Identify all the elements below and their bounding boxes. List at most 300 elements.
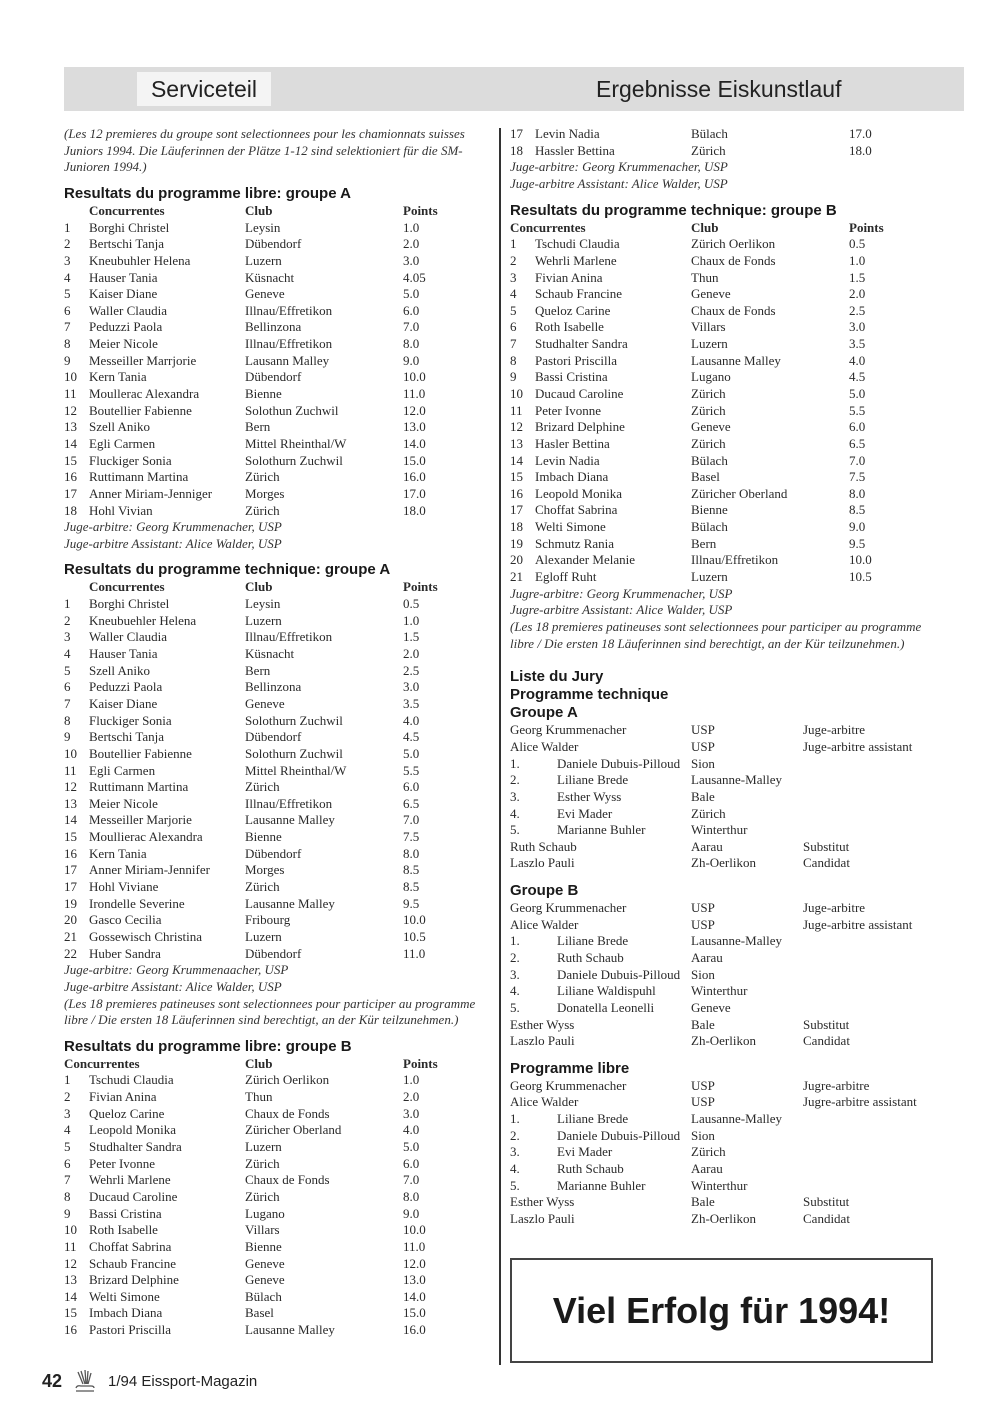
- points-cell: 4.5: [849, 369, 866, 385]
- club-cell: Illnau/Effretikon: [245, 629, 333, 645]
- table-row: [64, 1189, 494, 1206]
- club-cell: Bülach: [691, 452, 728, 468]
- table-row: [64, 319, 494, 336]
- table-row: [64, 812, 494, 829]
- table-row: [64, 403, 494, 420]
- judge-club: Lausanne-Malley: [691, 1111, 782, 1127]
- table-row: [64, 729, 494, 746]
- club-cell: Luzern: [245, 252, 282, 268]
- points-cell: 14.0: [403, 1288, 426, 1304]
- judge-name: Ruth Schaub: [557, 950, 624, 965]
- name-header: Concurrentes: [89, 202, 165, 218]
- magazine-issue: 1/94 Eissport-Magazin: [108, 1372, 258, 1390]
- rank-cell: 17: [64, 485, 77, 501]
- table-row: [64, 353, 494, 370]
- judge-line: Juge-arbitre: Georg Krummenaacher, USP: [64, 962, 289, 978]
- points-cell: 12.0: [403, 402, 426, 418]
- jury-row: [510, 1144, 940, 1161]
- name-cell: Szell Aniko: [89, 662, 151, 678]
- points-cell: 14.0: [403, 435, 426, 451]
- rank-cell: 8: [64, 336, 71, 352]
- rank-cell: 10: [64, 1222, 77, 1238]
- name-cell: Wehrli Marlene: [89, 1172, 171, 1188]
- points-cell: 5.0: [849, 386, 866, 401]
- points-cell: 10.5: [403, 928, 426, 944]
- points-cell: 6.5: [849, 435, 866, 451]
- jury-name: Georg Krummenacher: [510, 1077, 627, 1093]
- club-cell: Küsnacht: [245, 646, 295, 662]
- table-row: [64, 596, 494, 613]
- club-cell: Zürich: [691, 435, 726, 451]
- club-cell: Bienne: [245, 1238, 282, 1254]
- rank-cell: 2: [64, 236, 71, 252]
- club-cell: Züricher Oberland: [245, 1122, 342, 1138]
- rank-cell: 3: [64, 629, 71, 645]
- intro-note: (Les 12 premieres du groupe sont selectionnees pour les chamionnats suisses Juniors 1994. Die Läuferinnen der Plätze 1-12 sind selektioniert für die SM-Junioren 1994.): [64, 126, 465, 175]
- club-cell: Solothun Zuchwil: [245, 402, 339, 418]
- table-row: [64, 912, 494, 929]
- club-cell: Bellinzona: [245, 679, 302, 695]
- club-cell: Mittel Rheinthal/W: [245, 762, 347, 778]
- name-cell: Moullierac Alexandra: [89, 829, 203, 845]
- club-cell: Zürich Oerlikon: [245, 1072, 330, 1088]
- judge-number: 3.: [510, 788, 520, 804]
- rank-cell: 20: [510, 552, 523, 568]
- club-cell: Chaux de Fonds: [691, 252, 776, 268]
- jury-row: [510, 917, 940, 934]
- name-cell: Kern Tania: [89, 845, 147, 861]
- points-cell: 13.0: [403, 419, 426, 435]
- table-row: [64, 286, 494, 303]
- name-cell: Peduzzi Paola: [89, 679, 163, 695]
- table-row: [510, 336, 940, 353]
- judge-line: Jugre-arbitre: Georg Krummenacher, USP: [510, 585, 733, 601]
- table-row: [64, 253, 494, 270]
- rank-cell: 12: [64, 1255, 77, 1271]
- jury-role: Juge-arbitre: [803, 900, 866, 916]
- table-row: [510, 303, 940, 320]
- club-cell: Bienne: [245, 829, 282, 845]
- jury-club: USP: [691, 738, 715, 754]
- rank-cell: 16: [64, 469, 77, 485]
- jury-row: [510, 1194, 940, 1211]
- name-cell: Ruttimann Martina: [89, 469, 189, 485]
- table-row: [64, 1322, 494, 1339]
- name-cell: Moullerac Alexandra: [89, 386, 200, 402]
- name-cell: Alexander Melanie: [535, 552, 635, 568]
- points-cell: 3.5: [403, 695, 420, 711]
- club-cell: Zürich: [245, 502, 280, 518]
- points-cell: 5.0: [403, 1139, 420, 1155]
- rank-cell: 5: [510, 302, 517, 318]
- name-cell: Tschudi Claudia: [89, 1072, 174, 1088]
- table-row: [64, 613, 494, 630]
- judge-number: 5.: [510, 999, 520, 1015]
- club-cell: Fribourg: [245, 912, 291, 928]
- rank-cell: 9: [64, 729, 71, 745]
- points-cell: 9.0: [403, 1205, 420, 1221]
- table-row: [64, 713, 494, 730]
- rank-cell: 4: [510, 286, 517, 302]
- assistant-line: Juge-arbitre Assistant: Alice Walder, USP: [510, 175, 728, 191]
- rank-cell: 8: [64, 712, 71, 728]
- club-cell: Bern: [245, 419, 271, 435]
- judge-number: 1.: [510, 755, 520, 771]
- points-cell: 8.0: [403, 336, 420, 352]
- judge-club: Geneve: [691, 999, 731, 1015]
- table-row: [510, 502, 940, 519]
- judge-line: Juge-arbitre: Georg Krummenacher, USP: [510, 159, 728, 175]
- name-cell: Messeiller Marjorie: [89, 812, 192, 828]
- name-cell: Queloz Carine: [89, 1105, 165, 1121]
- points-cell: 18.0: [849, 142, 872, 158]
- column-divider: [499, 128, 501, 1365]
- table-row: [64, 303, 494, 320]
- table-row: [64, 779, 494, 796]
- club-cell: Solothurn Zuchwil: [245, 712, 343, 728]
- club-cell: Dübendorf: [245, 236, 302, 252]
- club-cell: Bülach: [245, 1288, 282, 1304]
- table-row: [64, 896, 494, 913]
- jury-role: Substitut: [803, 1016, 850, 1032]
- judge-number: 2.: [510, 1127, 520, 1143]
- jury-row: [510, 1078, 940, 1095]
- rank-cell: 5: [64, 286, 71, 302]
- judge-number: 1.: [510, 1111, 520, 1127]
- name-cell: Welti Simone: [89, 1288, 160, 1304]
- rank-cell: 5: [64, 1139, 71, 1155]
- judge-name: Daniele Dubuis-Pilloud: [557, 1127, 681, 1143]
- name-cell: Levin Nadia: [535, 126, 600, 141]
- name-cell: Levin Nadia: [535, 452, 600, 468]
- points-cell: 9.5: [403, 895, 420, 911]
- jury-row: [510, 1094, 940, 1111]
- rank-cell: 19: [64, 895, 77, 911]
- points-cell: 10.5: [849, 569, 872, 585]
- jury-row: [510, 855, 940, 872]
- table-row: [64, 1172, 494, 1189]
- jury-club: USP: [691, 1077, 715, 1093]
- name-cell: Irondelle Severine: [89, 895, 185, 911]
- rank-cell: 3: [64, 1105, 71, 1121]
- table-row: [64, 336, 494, 353]
- name-cell: Fivian Anina: [89, 1089, 157, 1105]
- points-cell: 8.5: [849, 502, 866, 518]
- rank-cell: 1: [510, 236, 517, 252]
- rank-cell: 10: [510, 386, 523, 401]
- results-table-libre-b-continued: [510, 126, 940, 159]
- name-cell: Welti Simone: [535, 519, 606, 535]
- rank-cell: 15: [510, 469, 523, 485]
- points-cell: 7.5: [403, 829, 420, 845]
- club-cell: Solothurn Zuchwil: [245, 452, 343, 468]
- rank-cell: 1: [64, 219, 71, 235]
- points-header: Points: [403, 579, 438, 595]
- club-cell: Zürich: [691, 142, 726, 158]
- qualification-note: (Les 18 premieres patineuses sont selectionnees pour participer au programme libre / Die ersten 18 Läuferinnen sind berechtigt, an der Kür teilzunehmen.): [64, 995, 476, 1028]
- name-cell: Fluckiger Sonia: [89, 452, 172, 468]
- club-cell: Lausanne Malley: [245, 895, 335, 911]
- table-row: [510, 143, 940, 160]
- points-cell: 2.0: [849, 286, 866, 302]
- judge-club: Sion: [691, 966, 715, 982]
- jury-list-group-a: [510, 722, 940, 872]
- name-cell: Hauser Tania: [89, 269, 158, 285]
- club-cell: Lausanne Malley: [245, 812, 335, 828]
- name-cell: Bassi Cristina: [535, 369, 608, 385]
- section-title-libre-a: Resultats du programme libre: groupe A: [64, 184, 351, 202]
- points-cell: 7.0: [403, 319, 420, 335]
- name-cell: Peter Ivonne: [535, 402, 602, 418]
- jury-name: Esther Wyss: [510, 1016, 575, 1032]
- club-cell: Luzern: [691, 569, 728, 585]
- points-cell: 5.5: [403, 762, 420, 778]
- name-cell: Hohl Vivian: [89, 502, 153, 518]
- judge-name: Evi Mader: [557, 1144, 613, 1160]
- club-cell: Basel: [245, 1305, 274, 1321]
- club-cell: Thun: [245, 1089, 273, 1105]
- jury-club: Aarau: [691, 838, 723, 854]
- jury-group-a-title: Groupe A: [510, 704, 578, 722]
- judge-number: 5.: [510, 1177, 520, 1193]
- table-row: [510, 253, 940, 270]
- name-cell: Pastori Priscilla: [89, 1322, 171, 1338]
- points-cell: 8.5: [403, 878, 420, 894]
- jury-role: Juge-arbitre assistant: [803, 738, 913, 754]
- jury-row: [510, 1111, 940, 1128]
- jury-role: Substitut: [803, 838, 850, 854]
- rank-cell: 2: [64, 1089, 71, 1105]
- club-header: Club: [245, 1055, 273, 1071]
- club-cell: Geneve: [245, 695, 285, 711]
- name-cell: Anner Miriam-Jennifer: [89, 862, 210, 878]
- name-cell: Bertschi Tanja: [89, 729, 165, 745]
- points-cell: 2.0: [403, 646, 420, 662]
- rank-cell: 18: [510, 519, 523, 535]
- right-column: [510, 126, 940, 1228]
- judge-name: Esther Wyss: [557, 788, 622, 804]
- table-row: [510, 126, 940, 143]
- points-header: Points: [849, 219, 884, 235]
- name-cell: Kaiser Diane: [89, 286, 158, 302]
- club-cell: Mittel Rheinthal/W: [245, 435, 347, 451]
- points-cell: 9.0: [403, 352, 420, 368]
- table-row: [64, 1239, 494, 1256]
- rank-cell: 14: [64, 812, 77, 828]
- name-cell: Tschudi Claudia: [535, 236, 620, 252]
- rank-cell: 9: [64, 1205, 71, 1221]
- assistant-line: Juge-arbitre Assistant: Alice Walder, USP: [64, 535, 282, 551]
- table-row: [510, 369, 940, 386]
- table-row: [64, 220, 494, 237]
- club-header: Club: [691, 219, 719, 235]
- name-cell: Waller Claudia: [89, 302, 168, 318]
- judge-number: 3.: [510, 966, 520, 982]
- judge-name: Daniele Dubuis-Pilloud: [557, 966, 681, 982]
- rank-cell: 5: [64, 662, 71, 678]
- table-row: [510, 419, 940, 436]
- club-cell: Zürich: [245, 1188, 280, 1204]
- points-cell: 5.0: [403, 286, 420, 302]
- judge-number: 5.: [510, 822, 520, 838]
- club-cell: Zürich: [245, 469, 280, 485]
- points-cell: 11.0: [403, 1238, 426, 1254]
- rank-cell: 17: [64, 862, 77, 878]
- jury-name: Alice Walder: [510, 916, 579, 932]
- table-row: [64, 746, 494, 763]
- judge-club: Winterthur: [691, 983, 748, 999]
- section-label: Serviceteil: [137, 72, 271, 106]
- table-row: [64, 696, 494, 713]
- jury-group-b-title: Groupe B: [510, 882, 579, 900]
- name-cell: Studhalter Sandra: [535, 336, 628, 352]
- results-table-libre-a: [64, 203, 494, 519]
- table-row: [510, 486, 940, 503]
- rank-cell: 1: [64, 1072, 71, 1088]
- name-cell: Leopold Monika: [535, 485, 623, 501]
- jury-name: Georg Krummenacher: [510, 900, 627, 916]
- jury-role: Jugre-arbitre: [803, 1077, 870, 1093]
- table-row: [64, 1122, 494, 1139]
- jury-name: Laszlo Pauli: [510, 855, 575, 871]
- club-cell: Luzern: [245, 1139, 282, 1155]
- judge-club: Aarau: [691, 1161, 723, 1177]
- table-row: [510, 236, 940, 253]
- rank-cell: 13: [64, 419, 77, 435]
- name-cell: Schaub Francine: [89, 1255, 177, 1271]
- name-cell: Anner Miriam-Jenniger: [89, 485, 213, 501]
- rank-cell: 7: [64, 319, 71, 335]
- table-row: [510, 569, 940, 586]
- name-cell: Roth Isabelle: [535, 319, 604, 335]
- jury-row: [510, 1128, 940, 1145]
- points-cell: 6.5: [403, 795, 420, 811]
- club-cell: Villars: [245, 1222, 280, 1238]
- rank-cell: 16: [64, 845, 77, 861]
- club-cell: Morges: [245, 485, 285, 501]
- name-cell: Bertschi Tanja: [89, 236, 165, 252]
- name-cell: Hasler Bettina: [535, 435, 610, 451]
- name-cell: Kern Tania: [89, 369, 147, 385]
- rank-cell: 4: [64, 646, 71, 662]
- table-row: [64, 1139, 494, 1156]
- club-cell: Leysin: [245, 596, 281, 612]
- table-row: [64, 679, 494, 696]
- table-row: [64, 1089, 494, 1106]
- name-cell: Peduzzi Paola: [89, 319, 163, 335]
- club-cell: Chaux de Fonds: [245, 1105, 330, 1121]
- jury-club: Zh-Oerlikon: [691, 1033, 756, 1049]
- jury-row: [510, 739, 940, 756]
- table-header-row: [64, 203, 494, 220]
- points-cell: 3.5: [849, 336, 866, 352]
- club-header: Club: [245, 579, 273, 595]
- jury-name: Alice Walder: [510, 1094, 579, 1110]
- judge-club: Zürich: [691, 1144, 726, 1160]
- points-cell: 6.0: [403, 302, 420, 318]
- table-row: [64, 453, 494, 470]
- name-cell: Boutellier Fabienne: [89, 402, 192, 418]
- points-cell: 8.0: [849, 485, 866, 501]
- points-cell: 17.0: [403, 485, 426, 501]
- table-row: [64, 1156, 494, 1173]
- jury-title: Liste du Jury: [510, 668, 604, 686]
- name-cell: Hassler Bettina: [535, 142, 615, 158]
- judge-name: Liliane Waldispuhl: [557, 983, 656, 999]
- name-cell: Bassi Cristina: [89, 1205, 162, 1221]
- table-row: [64, 929, 494, 946]
- points-cell: 15.0: [403, 452, 426, 468]
- name-cell: Schaub Francine: [535, 286, 623, 302]
- rank-cell: 22: [64, 945, 77, 961]
- club-cell: Bern: [691, 535, 717, 551]
- club-cell: Bienne: [691, 502, 728, 518]
- judge-club: Zürich: [691, 805, 726, 821]
- judge-number: 4.: [510, 1161, 520, 1177]
- points-cell: 1.0: [403, 612, 420, 628]
- section-title-tech-a: Resultats du programme technique: groupe A: [64, 561, 391, 579]
- jury-row: [510, 983, 940, 1000]
- points-cell: 0.5: [403, 596, 420, 612]
- table-row: [64, 1222, 494, 1239]
- rank-cell: 12: [64, 402, 77, 418]
- name-cell: Fluckiger Sonia: [89, 712, 172, 728]
- points-cell: 1.0: [849, 252, 866, 268]
- judge-name: Donatella Leonelli: [557, 999, 655, 1015]
- jury-row: [510, 950, 940, 967]
- name-cell: Studhalter Sandra: [89, 1139, 182, 1155]
- rank-cell: 9: [64, 352, 71, 368]
- points-cell: 1.5: [403, 629, 420, 645]
- name-header: Concurrentes: [64, 1055, 140, 1071]
- rank-cell: 6: [510, 319, 517, 335]
- table-row: [64, 663, 494, 680]
- rank-cell: 13: [64, 1272, 77, 1288]
- rank-cell: 20: [64, 912, 77, 928]
- jury-row: [510, 789, 940, 806]
- points-cell: 8.5: [403, 862, 420, 878]
- rank-cell: 8: [510, 352, 517, 368]
- rank-cell: 4: [64, 1122, 71, 1138]
- table-row: [64, 629, 494, 646]
- judge-name: Marianne Buhler: [557, 1177, 646, 1193]
- name-cell: Huber Sandra: [89, 945, 161, 961]
- jury-role: Candidat: [803, 1033, 850, 1049]
- points-cell: 8.0: [403, 1188, 420, 1204]
- jury-name: Esther Wyss: [510, 1194, 575, 1210]
- club-cell: Bern: [245, 662, 271, 678]
- rank-cell: 11: [64, 386, 77, 402]
- points-cell: 13.0: [403, 1272, 426, 1288]
- points-cell: 3.0: [849, 319, 866, 335]
- club-cell: Luzern: [691, 336, 728, 352]
- judge-name: Liliane Brede: [557, 933, 629, 949]
- table-row: [64, 469, 494, 486]
- jury-row: [510, 772, 940, 789]
- club-cell: Dübendorf: [245, 729, 302, 745]
- club-header: Club: [245, 202, 273, 218]
- points-cell: 16.0: [403, 1322, 426, 1338]
- club-cell: Chaux de Fonds: [691, 302, 776, 318]
- jury-row: [510, 1000, 940, 1017]
- jury-row: [510, 822, 940, 839]
- rank-cell: 17: [64, 878, 77, 894]
- points-cell: 6.0: [403, 779, 420, 795]
- points-cell: 3.0: [403, 252, 420, 268]
- judge-name: Daniele Dubuis-Pilloud: [557, 755, 681, 771]
- rank-cell: 6: [64, 1155, 71, 1171]
- rank-cell: 21: [64, 928, 77, 944]
